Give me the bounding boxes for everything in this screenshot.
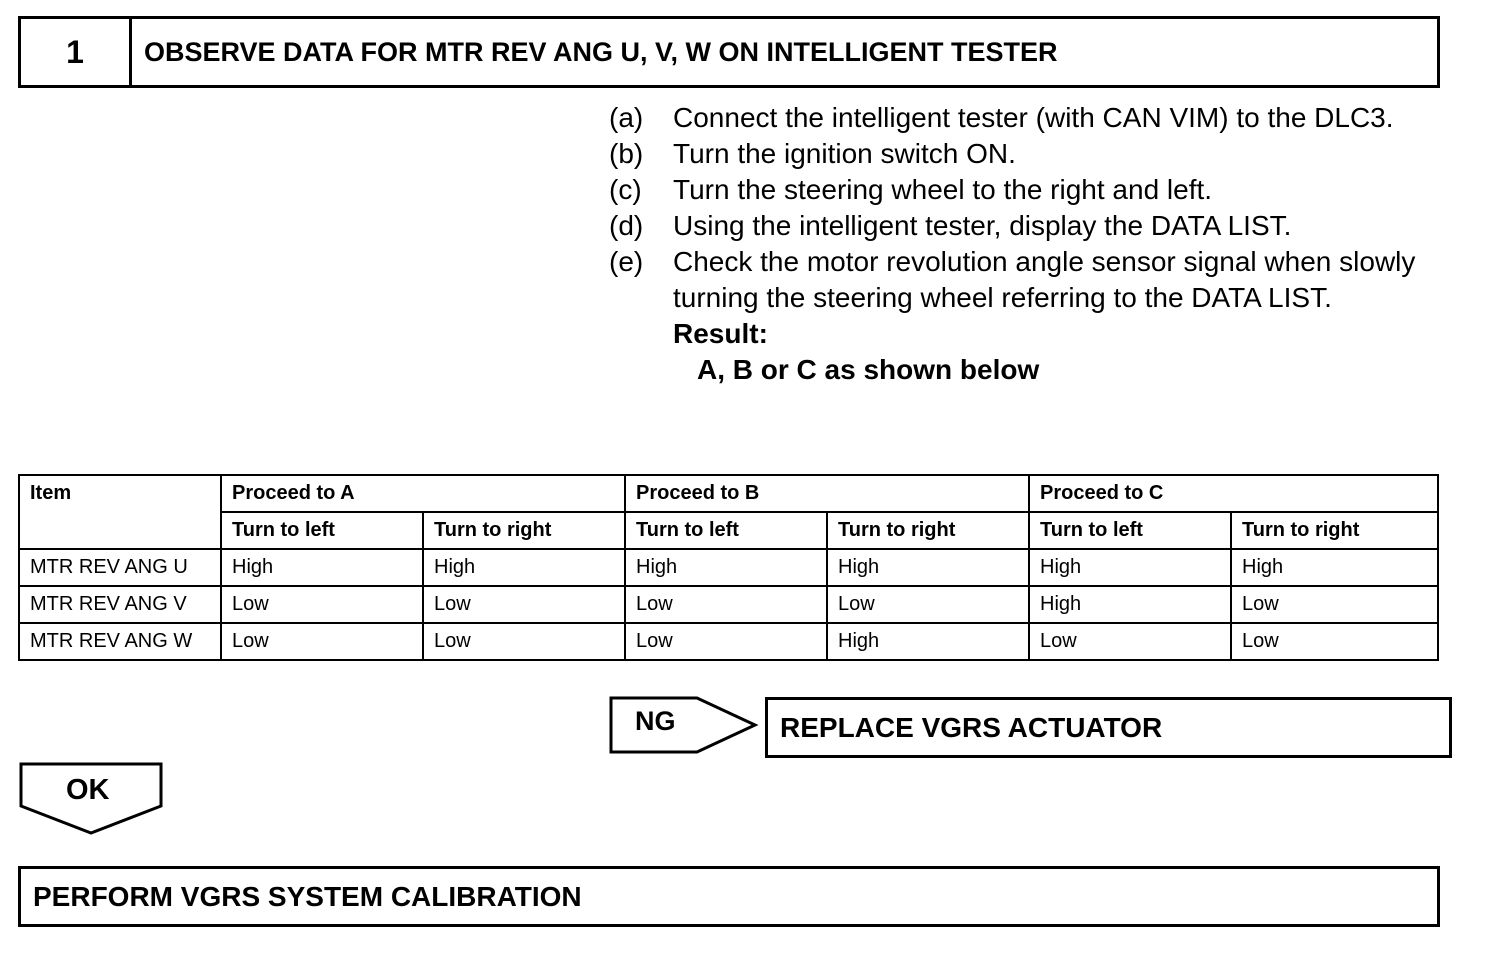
table-subheader: Turn to left bbox=[625, 512, 827, 549]
table-cell: Low bbox=[1231, 586, 1438, 623]
instruction-label: (a) bbox=[609, 102, 644, 133]
instruction-item bbox=[609, 136, 1429, 172]
table-cell: Low bbox=[1029, 623, 1231, 660]
ng-label: NG bbox=[635, 706, 676, 736]
instruction-item bbox=[609, 100, 1429, 136]
data-table bbox=[18, 474, 1439, 661]
table-subheader: Turn to left bbox=[1029, 512, 1231, 549]
right-arrow-icon bbox=[609, 696, 759, 754]
table-cell: Low bbox=[625, 586, 827, 623]
table-header-group: Proceed to C bbox=[1029, 475, 1438, 512]
result-label: Result: bbox=[673, 318, 768, 349]
table-cell-item: MTR REV ANG V bbox=[19, 586, 221, 623]
instruction-label: (e) bbox=[609, 246, 644, 277]
instruction-label: (c) bbox=[609, 174, 642, 205]
table-cell: Low bbox=[1231, 623, 1438, 660]
table-header-group: Proceed to B bbox=[625, 475, 1029, 512]
table-cell: Low bbox=[423, 623, 625, 660]
instruction-label: (b) bbox=[609, 138, 644, 169]
ok-arrow bbox=[19, 762, 164, 836]
table-cell-item: MTR REV ANG U bbox=[19, 549, 221, 586]
table-cell: Low bbox=[423, 586, 625, 623]
instruction-text: Turn the ignition switch ON. bbox=[673, 138, 1016, 169]
table-subheader-row bbox=[19, 512, 1438, 549]
instruction-item bbox=[609, 244, 1429, 316]
ok-label: OK bbox=[66, 774, 110, 806]
instruction-text: Check the motor revolution angle sensor signal when slowly turning the steering wheel referring to the DATA LIST. bbox=[673, 246, 1416, 313]
instruction-text: Connect the intelligent tester (with CAN VIM) to the DLC3. bbox=[673, 102, 1394, 133]
table-subheader: Turn to left bbox=[221, 512, 423, 549]
table-header-group: Proceed to A bbox=[221, 475, 625, 512]
instruction-label: (d) bbox=[609, 210, 644, 241]
ng-arrow bbox=[609, 696, 759, 754]
table-cell: Low bbox=[827, 586, 1029, 623]
table-cell: High bbox=[827, 623, 1029, 660]
table-cell: Low bbox=[221, 586, 423, 623]
result-value: A, B or C as shown below bbox=[697, 354, 1040, 385]
instructions bbox=[609, 100, 1429, 388]
ng-action-box: REPLACE VGRS ACTUATOR bbox=[765, 697, 1452, 758]
table-cell: Low bbox=[625, 623, 827, 660]
step-number: 1 bbox=[21, 19, 132, 85]
table-row bbox=[19, 623, 1438, 660]
table-subheader: Turn to right bbox=[423, 512, 625, 549]
table-cell: High bbox=[423, 549, 625, 586]
table-subheader: Turn to right bbox=[1231, 512, 1438, 549]
table-header-row bbox=[19, 475, 1438, 512]
table-cell: High bbox=[827, 549, 1029, 586]
table-cell: High bbox=[221, 549, 423, 586]
table-cell: High bbox=[1231, 549, 1438, 586]
table-row bbox=[19, 586, 1438, 623]
table-header-item: Item bbox=[19, 475, 221, 549]
table-cell: High bbox=[625, 549, 827, 586]
ok-action-box: PERFORM VGRS SYSTEM CALIBRATION bbox=[18, 866, 1440, 927]
table-cell: High bbox=[1029, 549, 1231, 586]
step-title: OBSERVE DATA FOR MTR REV ANG U, V, W ON INTELLIGENT TESTER bbox=[144, 36, 1058, 67]
table-cell: Low bbox=[221, 623, 423, 660]
table-row bbox=[19, 549, 1438, 586]
table-cell-item: MTR REV ANG W bbox=[19, 623, 221, 660]
table-subheader: Turn to right bbox=[827, 512, 1029, 549]
instruction-item bbox=[609, 172, 1429, 208]
instruction-text: Turn the steering wheel to the right and left. bbox=[673, 174, 1213, 205]
step-header bbox=[18, 16, 1440, 88]
table-cell: High bbox=[1029, 586, 1231, 623]
instruction-text: Using the intelligent tester, display the DATA LIST. bbox=[673, 210, 1292, 241]
instruction-item bbox=[609, 208, 1429, 244]
